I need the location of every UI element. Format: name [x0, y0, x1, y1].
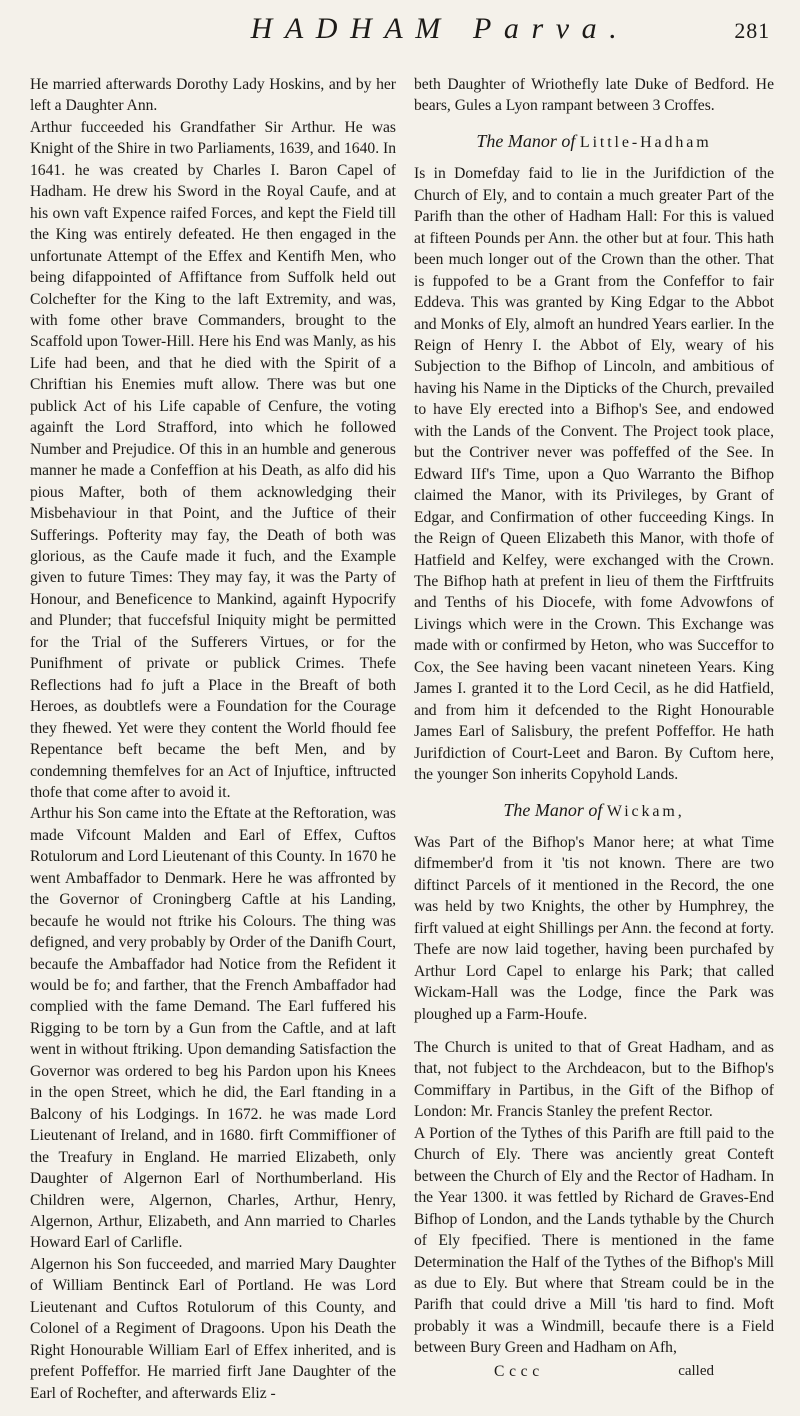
- catchword: called: [678, 1362, 714, 1379]
- paragraph: Arthur his Son came into the Eftate at the Reftoration, was made Vifcount Malden and Earl of Effex, Cuftos Rotulorum and Lord Lieutenant of this County. In 1670 he went Ambaffador to Denmark. Here he was affronted by the Governor of Croningberg Caftle at his Landing, becaufe he would not ftrike his Colours. The thing was defigned, and very probably by Order of the Danifh Court, becaufe the Ambaffador had Notice from the Refident it would be fo; and farther, that the French Ambaffador had complied with the fame Demand. The Earl fuffered his Rigging to be torn by a Gun from the Caftle, and at laft went in without ftriking. Upon demanding Satisfaction the Governor was ordered to beg his Pardon upon his Knees in the open Street, which he did, the Earl ftanding in a Balcony of his Lodgings. In 1672. he was made Lord Lieutenant of Ireland, and in 1680. firft Commiffioner of the Treafury in England. He married Elizabeth, only Daughter of Algernon Earl of Northumberland. His Children were, Algernon, Charles, Arthur, Henry, Algernon, Arthur, Elizabeth, and Ann married to Charles Howard Earl of Carlifle.: [30, 805, 396, 1252]
- paragraph: Was Part of the Bifhop's Manor here; at what Time difmember'd from it 'tis not known. There are two diftinct Parcels of it mentioned in the Record, the one was held by two Knights, the other by Humphrey, the firft valued at eight Shillings per Ann. the fecond at forty. Thefe are now laid together, having been purchafed by Arthur Lord Capel to enlarge his Park; that called Wickam-Hall was the Lodge, fince the Park was ploughed up a Farm-Houfe.: [414, 833, 774, 1023]
- signature-line: [414, 1361, 774, 1382]
- right-column: [414, 74, 774, 1382]
- section-heading-place: Wickam,: [606, 802, 685, 820]
- running-head: HADHAM Parva.: [250, 12, 630, 45]
- signature-mark: Cccc: [494, 1362, 544, 1380]
- paragraph: Algernon his Son fucceeded, and married Mary Daughter of William Bentinck Earl of Portland. He was Lord Lieutenant and Cuftos Rotulorum of this County, and Colonel of a Regiment of Dragoons. Upon his Death the Right Honourable William Earl of Effex inherited, and is prefent Poffeffor. He married firft Jane Daughter of the Earl of Rochefter, and afterwards Eliz -: [30, 1255, 396, 1402]
- page-number: 281: [734, 18, 770, 43]
- spacer: [414, 1025, 774, 1037]
- left-column: [30, 74, 396, 1404]
- paragraph: Arthur fucceeded his Grandfather Sir Arthur. He was Knight of the Shire in two Parliaments, 1639, and 1640. In 1641. he was created by Charles I. Baron Capel of Hadham. He drew his Sword in the Royal Caufe, and at his own vaft Expence raifed Forces, and kept the Field till the King was entirely defeated. He then engaged in the unfortunate Attempt of the Effex and Kentifh Men, who being difappointed of Affiftance from Suffolk held out Colchefter for the King to the laft Extremity, and was, with fome other brave Commanders, brought to the Scaffold upon Tower-Hill. Here his End was Manly, as his Life had been, and that he died with the Spirit of a Chriftian his Enemies muft allow. There was but one publick Act of his Life capable of Cenfure, the voting againft the Lord Strafford, into which he followed Number and Prejudice. Of this in an humble and generous manner he made a Confeffion at his Death, as alfo did his pious Mafter, both of them acknowledging their Misbehaviour in that Point, and the Juftice of their Sufferings. Pofterity may fay, the Death of both was glorious, as the Caufe made it fuch, and the Example given to future Times: They may fay, it was the Party of Honour, and Beneficence to Mankind, againft Hypocrify and Plunder; that fuccefsful Iniquity might be permitted for the Trial of the Sufferers Virtues, or for the Punifhment of private or publick Crimes. Thefe Reflections had fo juft a Place in the Breaft of both Heroes, as doubtlefs were a Foundation for the Courage they fhewed. Yet were they content the World fhould fee Repentance beft became the beft Men, and by condemning themfelves for an Act of Injuftice, inftructed thofe that come after to avoid it.: [30, 118, 396, 801]
- page-header: [0, 12, 800, 62]
- section-heading-label: The Manor of: [503, 799, 603, 820]
- section-heading-little-hadham: [414, 131, 774, 153]
- paragraph: The Church is united to that of Great Hadham, and as that, not fubject to the Archdeacon, but to the Bifhop's Commiffary in Partibus, in the Gift of the Bifhop of London: Mr. Francis Stanley the prefent Rector.: [414, 1039, 774, 1121]
- section-heading-wickam: [414, 800, 774, 822]
- paragraph: Is in Domefday faid to lie in the Jurifdiction of the Church of Ely, and to contain a much greater Part of the Parifh than the other of Hadham Hall: For this is valued at fifteen Pounds per Ann. the other but at four. This hath been much longer out of the Crown than the other. That is fuppofed to be a Grant from the Confeffor to fair Eddeva. This was granted by King Edgar to the Abbot and Monks of Ely, almoft an hundred Years earlier. In the Reign of Henry I. the Abbot of Ely, weary of his Subjection to the Bifhop of Lincoln, and ambitious of having his Name in the Dipticks of the Church, prevailed to have Ely erected into a Bifhop's See, and endowed with the Lands of the Convent. The Project took place, but the Contriver never was poffeffed of the See. In Edward IIf's Time, upon a Quo Warranto the Bifhop claimed the Manor, with its Privileges, by Grant of Edgar, and Confirmation of other fucceeding Kings. In the Reign of Queen Elizabeth this Manor, with thofe of Hatfield and Kelfey, were exchanged with the Crown. The Bifhop hath at prefent in lieu of them the Firftfruits and Tenths of his Diocefe, with fome Advowfons of Livings which were in the Crown. This Exchange was made with or confirmed by Heton, who was Succeffor to Cox, the See having been vacant nineteen Years. King James I. granted it to the Lord Cecil, as he did Hatfield, and from him it defcended to the Right Honourable James Earl of Salisbury, the prefent Poffeffor. He hath Jurifdiction of Court-Leet and Baron. By Cuftom here, the younger Son inherits Copyhold Lands.: [414, 165, 774, 784]
- section-heading-place: Little-Hadham: [579, 133, 712, 151]
- paragraph: He married afterwards Dorothy Lady Hoskins, and by her left a Daughter Ann.: [30, 76, 396, 115]
- paragraph: A Portion of the Tythes of this Parifh are ftill paid to the Church of Ely. There was anciently great Conteft between the Church of Ely and the Rector of Hadham. In the Year 1300. it was fettled by Richard de Graves-End Bifhop of London, and the Lands tythable by the Church of Ely fpecified. There is mentioned in the fame Determination the Half of the Tythes of the Bifhop's Mill as due to Ely. But where that Stream could be in the Parifh that could drive a Mill 'tis hard to find. Moft probably it was a Windmill, becaufe there is a Field between Bury Green and Hadham on Afh,: [414, 1124, 774, 1357]
- paragraph: beth Daughter of Wriothefly late Duke of Bedford. He bears, Gules a Lyon rampant between 3 Croffes.: [414, 76, 774, 115]
- section-heading-label: The Manor of: [476, 130, 576, 151]
